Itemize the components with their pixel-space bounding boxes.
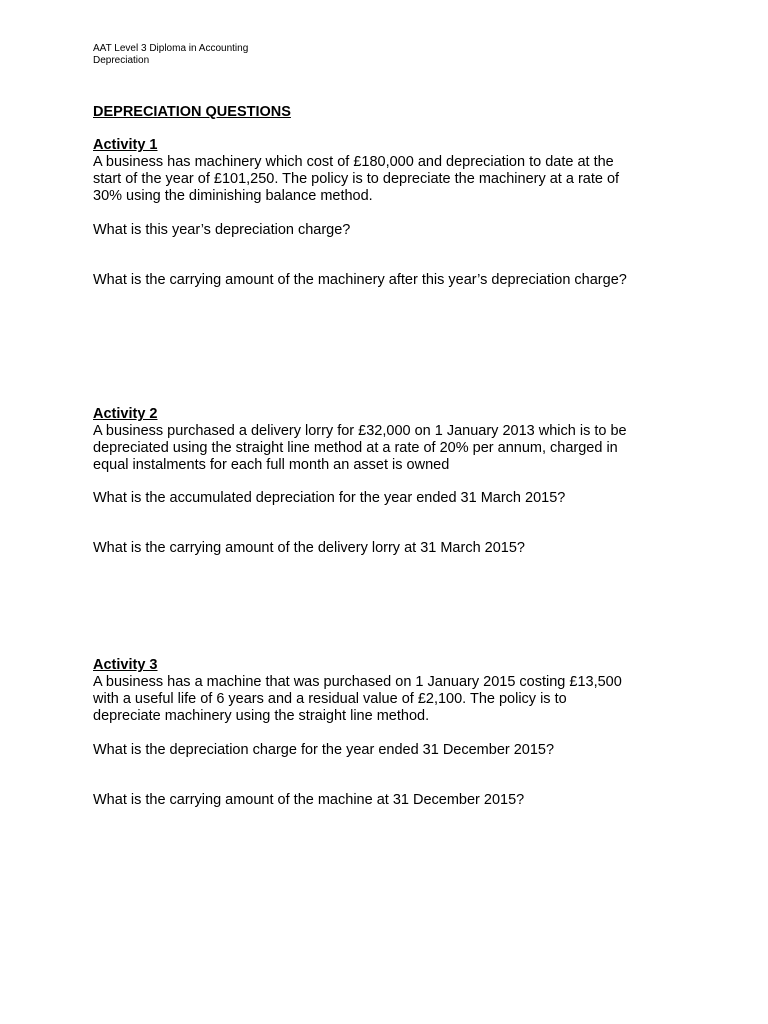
header-course: AAT Level 3 Diploma in Accounting (93, 43, 249, 54)
page-header (93, 43, 248, 67)
activity-2-text (93, 423, 683, 474)
activity-3-heading: Activity 3 (93, 657, 158, 673)
activity-1 (93, 137, 683, 205)
activity-2-line: depreciated using the straight line method at a rate of 20% per annum, charged in (93, 440, 618, 456)
activity-2-heading: Activity 2 (93, 406, 158, 422)
activity-2-line: equal instalments for each full month an asset is owned (93, 457, 450, 473)
activity-1-question-1: What is this year’s depreciation charge? (93, 222, 351, 238)
activity-1-heading: Activity 1 (93, 137, 158, 153)
activity-1-text (93, 154, 683, 205)
activity-1-line: start of the year of £101,250. The policy is to depreciate the machinery at a rate of (93, 171, 620, 187)
activity-1-question-2: What is the carrying amount of the machinery after this year’s depreciation charge? (93, 272, 627, 288)
activity-3-line: A business has a machine that was purchased on 1 January 2015 costing £13,500 (93, 674, 622, 690)
activity-3-question-2: What is the carrying amount of the machine at 31 December 2015? (93, 792, 525, 808)
activity-3 (93, 657, 683, 725)
header-topic: Depreciation (93, 55, 150, 66)
activity-1-line: 30% using the diminishing balance method. (93, 188, 373, 204)
activity-3-question-1: What is the depreciation charge for the year ended 31 December 2015? (93, 742, 555, 758)
activity-2-line: A business purchased a delivery lorry for £32,000 on 1 January 2013 which is to be (93, 423, 627, 439)
activity-2 (93, 406, 683, 474)
activity-3-line: with a useful life of 6 years and a residual value of £2,100. The policy is to (93, 691, 567, 707)
activity-3-line: depreciate machinery using the straight line method. (93, 708, 430, 724)
activity-1-line: A business has machinery which cost of £180,000 and depreciation to date at the (93, 154, 614, 170)
activity-2-question-1: What is the accumulated depreciation for the year ended 31 March 2015? (93, 490, 566, 506)
activity-2-question-2: What is the carrying amount of the delivery lorry at 31 March 2015? (93, 540, 525, 556)
activity-3-text (93, 674, 683, 725)
document-title: DEPRECIATION QUESTIONS (93, 104, 291, 120)
